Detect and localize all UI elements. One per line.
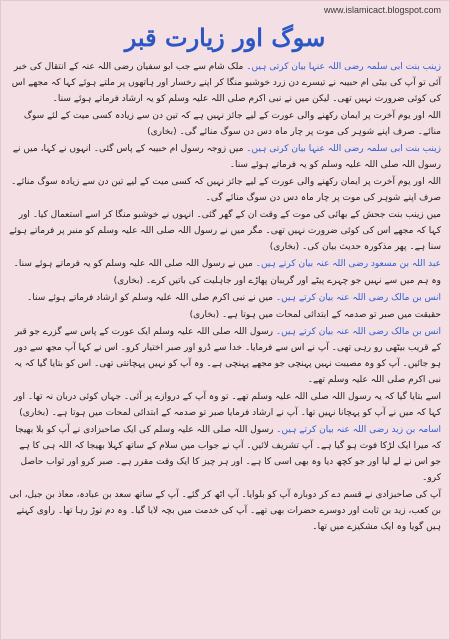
narrator-lead: زینب بنت ابی سلمہ رضی اللہ عنہا بیان کرتی ہیں۔ — [246, 144, 441, 154]
paragraph — [9, 256, 441, 272]
paragraph-text: میں نے رسول اللہ صلی اللہ علیہ وسلم کو یہ فرماتے ہوئے سنا۔ — [13, 259, 256, 269]
narrator-lead: زینب بنت ابی سلمہ رضی اللہ عنہا بیان کرتی ہیں۔ — [246, 62, 441, 72]
narrator-lead: اسامہ بن زید رضی اللہ عنہ بیان کرتے ہیں۔ — [276, 425, 441, 435]
paragraph — [9, 273, 441, 289]
paragraph-text: اللہ اور یوم آخرت پر ایمان رکھنے والی عورت کے لیے جائز نہیں ہے کہ تین دن سے زیادہ کسی میت کے لئے سوگ منائے۔ صرف اپنے شوہر کی موت پر چار ماہ دس دن سوگ منائے گی۔ (بخاری) — [23, 111, 441, 137]
paragraph-text: اللہ اور یوم آخرت پر ایمان رکھنے والی عورت کے لیے جائز نہیں کہ کسی میت کے لیے تین دن سے زیادہ سوگ منائے۔ صرف اپنے شوہر کی موت پر چار ماہ دس دن سوگ منائے گی۔ — [11, 177, 441, 203]
paragraph — [9, 207, 441, 255]
paragraph-text: میں زوجہ رسول ام حبیبہ کے پاس گئی۔ انہوں نے کہا، میں نے رسول اللہ صلی اللہ علیہ وسلم کو یہ فرماتے ہوئے سنا۔ — [12, 144, 441, 170]
paragraph — [9, 59, 441, 107]
paragraph-text: رسول اللہ صلی اللہ علیہ وسلم ایک عورت کے پاس سے گزرے جو قبر کے قریب بیٹھی رو رہی تھی۔ آپ نے اس سے فرمایا۔ خدا سے ڈرو اور صبر اختیار کرو۔ اس نے کہا آپ مجھ سے دور ہو جائیں۔ آپ کو وہ مصیبت نہیں پہنچی جو مجھے پہنچی ہے۔ وہ آپ کو نہیں پہچانتی تھی۔ اس کو بتایا گیا کہ یہ نبی اکرم صلی اللہ علیہ وسلم تھے۔ — [14, 327, 441, 385]
paragraph-text: وہ ہم میں سے نہیں جو چہرے پیٹے اور گریبان پھاڑے اور جاہلیت کی باتیں کرے۔ (بخاری) — [113, 276, 441, 286]
paragraph-text: اسے بتایا گیا کہ یہ رسول اللہ صلی اللہ علیہ وسلم تھے۔ تو وہ آپ کے دروازے پر آئی۔ جہاں کوئی دربان نہ تھا۔ اور کہا کہ میں نے آپ کو پہچانا نہیں تھا۔ آپ نے ارشاد فرمایا صبر تو صدمہ کے ابتدائی لمحات میں ہوتا ہے۔ (بخاری) — [13, 392, 441, 418]
paragraph — [9, 487, 441, 535]
article-body — [9, 59, 441, 633]
paragraph-text: رسول اللہ صلی اللہ علیہ وسلم کی ایک صاحبزادی نے آپ کو بلا بھیجا کہ میرا ایک لڑکا فوت ہو گیا ہے۔ آپ تشریف لائیں۔ آپ نے جواب میں سلام کے ساتھ کہلا بھیجا کہ اللہ ہی کا ہے جو اس نے لے لیا اور جو کچھ دیا وہ بھی اسی کا ہے۔ اور ہر چیز کا ایک وقت مقرر ہے۔ صبر کرو اور ثواب حاصل کرو۔ — [15, 425, 441, 483]
paragraph-text: حقیقت میں صبر تو صدمہ کے ابتدائی لمحات میں ہوتا ہے۔ (بخاری) — [189, 310, 441, 320]
paragraph-text: ملک شام سے جب ابو سفیان رضی اللہ عنہ کے انتقال کی خبر آئی تو آپ کی بیٹی ام حبیبہ نے تیسرے دن زرد خوشبو منگا کر اپنے رخسار اور ہاتھوں پر ملتے ہوئے کہا کہ مجھے اس کی کوئی ضرورت نہیں تھی۔ لیکن میں نے نبی اکرم صلی اللہ علیہ وسلم کو یہ ارشاد فرماتے ہوئے سنا۔ — [11, 62, 441, 104]
paragraph — [9, 324, 441, 388]
paragraph — [9, 389, 441, 421]
narrator-lead: انس بن مالک رضی اللہ عنہ بیان کرتے ہیں۔ — [275, 327, 441, 337]
site-url[interactable]: www.islamicact.blogspot.com — [323, 5, 441, 15]
narrator-lead: عبد اللہ بن مسعود رضی اللہ عنہ بیان کرتے ہیں۔ — [255, 259, 441, 269]
page-title: سوگ اور زیارت قبر — [124, 23, 326, 52]
narrator-lead: انس بن مالک رضی اللہ عنہ بیان کرتے ہیں۔ — [275, 293, 441, 303]
paragraph-text: میں زینب بنت جحش کے بھائی کی موت کے وقت ان کے گھر گئی۔ انہوں نے خوشبو منگا کر اسے استعمال کیا۔ اور کہا کہ مجھے اس کی کوئی ضرورت نہیں تھی۔ مگر میں نے رسول اللہ صلی اللہ علیہ وسلم کو منبر پر فرماتے ہوئے سنا ہے۔ پھر مذکورہ حدیث بیان کی۔ (بخاری) — [9, 210, 441, 252]
paragraph — [9, 141, 441, 173]
paragraph-text: آپ کی صاحبزادی نے قسم دے کر دوبارہ آپ کو بلوایا۔ آپ اٹھ کر گئے۔ آپ کے ساتھ سعد بن عبادہ، معاذ بن جبل، ابی بن کعب، زید بن ثابت اور دوسرے حضرات بھی تھے۔ آپ کی خدمت میں بچہ لایا گیا۔ وہ دم توڑ رہا تھا۔ راوی کہتے ہیں گویا وہ ایک مشکیزے میں تھا۔ — [9, 490, 441, 532]
paragraph — [9, 307, 441, 323]
paragraph-text: میں نے نبی اکرم صلی اللہ علیہ وسلم کو ارشاد فرماتے ہوئے سنا۔ — [26, 293, 276, 303]
paragraph — [9, 422, 441, 486]
header-bar — [1, 1, 449, 21]
paragraph — [9, 290, 441, 306]
paragraph — [9, 174, 441, 206]
paragraph — [9, 108, 441, 140]
